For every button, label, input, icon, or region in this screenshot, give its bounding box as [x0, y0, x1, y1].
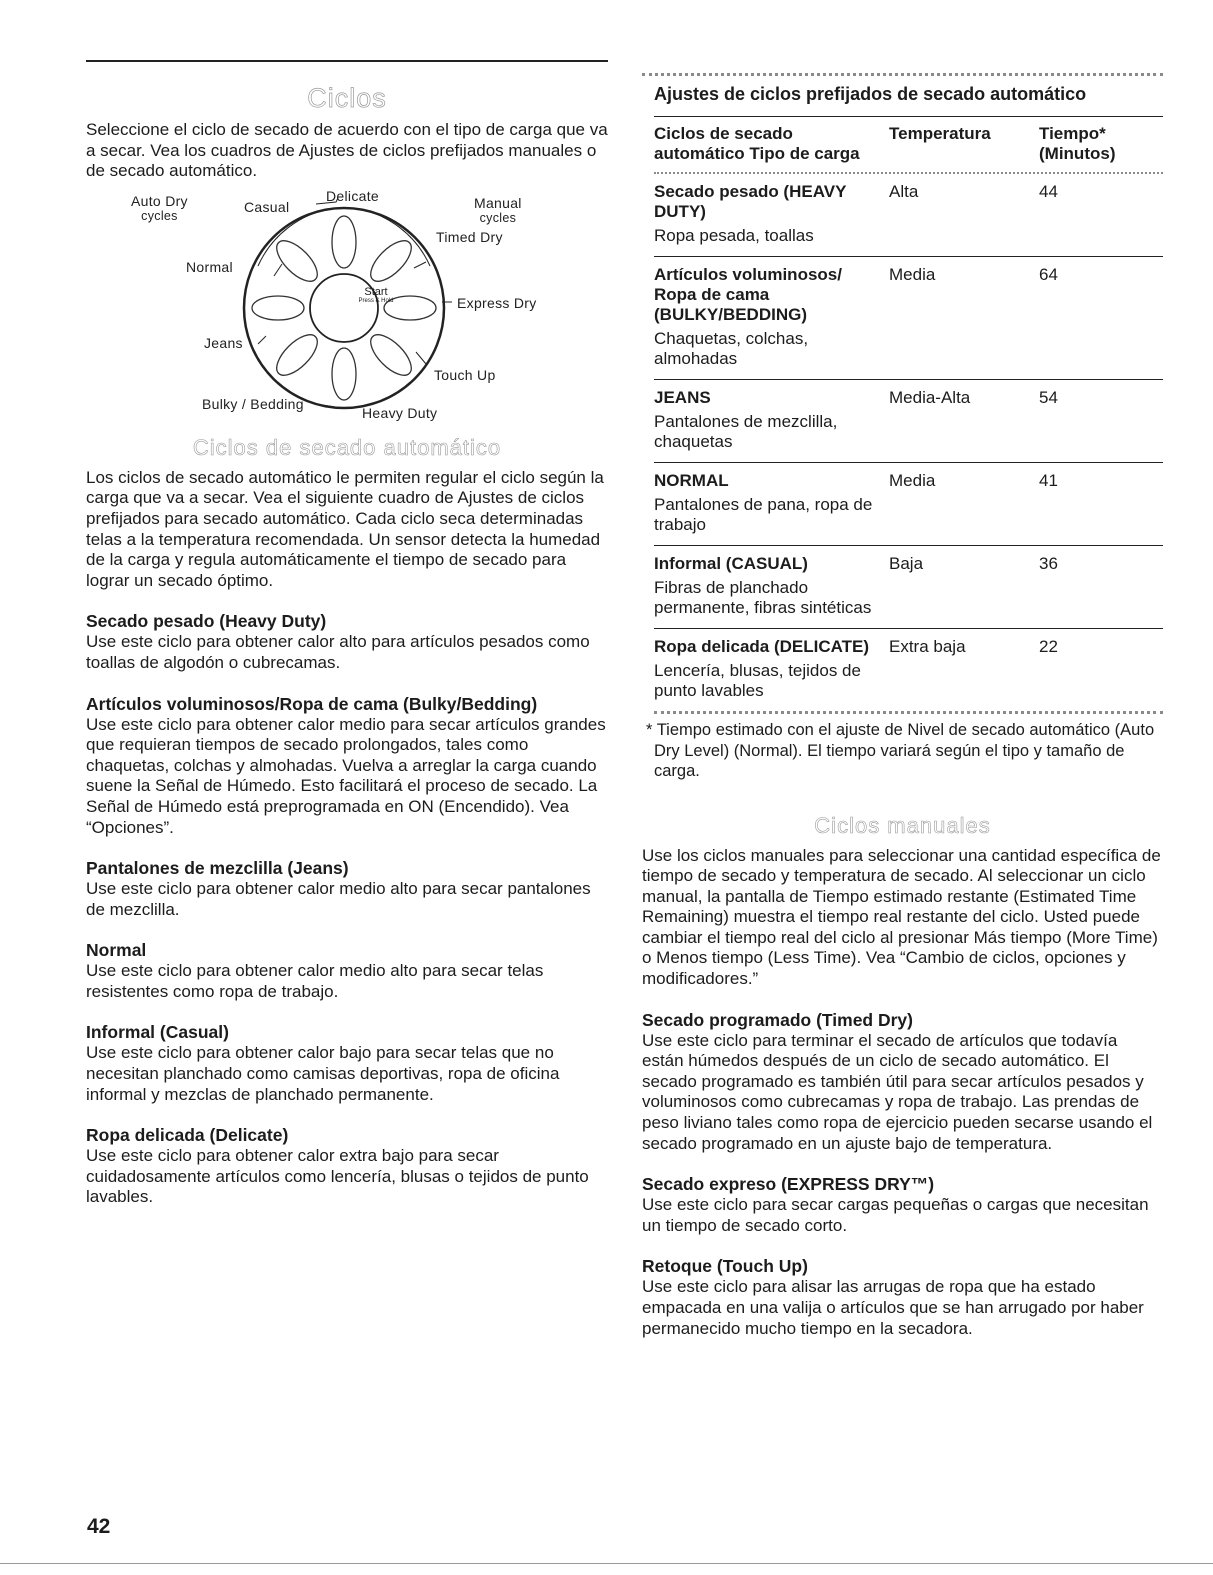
item-title: Ropa delicada (Delicate) — [86, 1125, 289, 1146]
item-title: Retoque (Touch Up) — [642, 1256, 808, 1277]
item-text: Use este ciclo para obtener calor alto para artículos pesados como toallas de algodón o cubrecamas. — [86, 632, 590, 672]
row-load-type: Pantalones de pana, ropa de trabajo — [654, 495, 873, 534]
item-text: Use este ciclo para secar cargas pequeñas o cargas que necesitan un tiempo de secado corto. — [642, 1195, 1149, 1235]
row-temperature: Media-Alta — [889, 388, 971, 407]
row-temperature: Baja — [889, 554, 924, 573]
row-temperature: Media — [889, 471, 936, 490]
item-title: Secado pesado (Heavy Duty) — [86, 611, 327, 632]
row-temperature: Media — [889, 265, 936, 284]
row-load-type: Chaquetas, colchas, almohadas — [654, 329, 809, 368]
dial-label-bulky-bedding: Bulky / Bedding — [202, 395, 304, 412]
cycle-item-casual — [86, 1021, 608, 1105]
cycle-item-normal — [86, 939, 608, 1002]
cycle-item-express-dry — [642, 1173, 1163, 1236]
item-text: Use este ciclo para obtener calor bajo para secar telas que no necesitan planchado como camisas deportivas, ropa de oficina informal y mezclas de planchado permanente. — [86, 1043, 560, 1104]
cycle-item-touch-up — [642, 1255, 1163, 1339]
row-load-type: Lencería, blusas, tejidos de punto lavables — [654, 661, 861, 700]
left-column — [86, 60, 608, 1208]
dial-label-express-dry: Express Dry — [457, 294, 537, 311]
table-bottom-divider — [654, 711, 1163, 714]
dial-label-manual: Manual cycles — [474, 194, 522, 225]
start-button-label: Start Press & Hold — [358, 285, 394, 304]
row-time: 36 — [1039, 554, 1058, 573]
item-title: Normal — [86, 940, 147, 961]
preset-cycles-table — [654, 117, 1163, 711]
row-cycle-name: NORMAL — [654, 471, 729, 490]
manual-cycles-title: Ciclos manuales — [814, 812, 991, 838]
dial-label-touch-up: Touch Up — [434, 366, 496, 383]
dial-label-jeans: Jeans — [204, 334, 243, 351]
row-temperature: Alta — [889, 182, 919, 201]
auto-dry-cycles-title: Ciclos de secado automático — [192, 434, 502, 460]
table-row — [654, 463, 1163, 546]
cycles-title: Ciclos — [307, 83, 387, 113]
header-temperature: Temperatura — [889, 124, 991, 143]
item-text: Use este ciclo para obtener calor medio alto para secar telas resistentes como ropa de trabajo. — [86, 961, 544, 1001]
cycle-item-delicate — [86, 1124, 608, 1208]
row-time: 54 — [1039, 388, 1058, 407]
cycle-item-jeans — [86, 857, 608, 920]
table-footnote: * Tiempo estimado con el ajuste de Nivel de secado automático (Auto Dry Level) (Normal). El tiempo variará según el tipo y tamaño de carga. — [646, 721, 1155, 780]
row-load-type: Pantalones de mezclilla, chaquetas — [654, 412, 838, 451]
table-row — [654, 629, 1163, 711]
cycle-item-bulky-bedding — [86, 693, 608, 839]
dial-label-casual: Casual — [244, 198, 290, 215]
dial-label-auto-dry: Auto Dry cycles — [131, 192, 188, 223]
item-title: Secado expreso (EXPRESS DRY™) — [642, 1174, 935, 1195]
row-load-type: Ropa pesada, toallas — [654, 226, 814, 245]
item-title: Secado programado (Timed Dry) — [642, 1009, 913, 1030]
preset-table-title: Ajustes de ciclos prefijados de secado automático — [654, 84, 1087, 104]
header-time: Tiempo* (Minutos) — [1039, 124, 1116, 163]
item-text: Use este ciclo para obtener calor medio alto para secar pantalones de mezclilla. — [86, 879, 591, 919]
item-text: Use este ciclo para terminar el secado de artículos que todavía están húmedos después de un ciclo de secado automático. El secado programado es también útil para secar artículos pesados y voluminosos como cubrecamas y ropa de trabajo. Las prendas de peso liviano tales como ropa de ejercicio pueden secarse usando el secado programado en un ajuste bajo de temperatura. — [642, 1030, 1153, 1153]
cycles-intro: Seleccione el ciclo de secado de acuerdo con el tipo de carga que va a secar. Vea los cuadros de Ajustes de ciclos prefijados manuales o de secado automático. — [86, 120, 608, 181]
dial-label-delicate: Delicate — [326, 187, 379, 204]
cycle-dial-figure — [116, 187, 596, 432]
item-text: Use este ciclo para obtener calor medio para secar artículos grandes que requieran tiempos de secado prolongados, tales como chaquetas, colchas y almohadas. Vuelva a arreglar la carga cuando suene la Señal de Húmedo. Esto facilitará el proceso de secado. La Señal de Húmedo está preprogramada en ON (Encendido). Vea “Opciones”. — [86, 714, 606, 837]
row-cycle-name: JEANS — [654, 388, 711, 407]
dial-drawing — [116, 192, 596, 432]
dial-label-normal: Normal — [186, 258, 233, 275]
page-number: 42 — [87, 1515, 111, 1538]
item-title: Pantalones de mezclilla (Jeans) — [86, 858, 349, 879]
row-temperature: Extra baja — [889, 637, 966, 656]
row-time: 64 — [1039, 265, 1058, 284]
right-column — [642, 60, 1163, 1339]
dial-label-timed-dry: Timed Dry — [436, 228, 503, 245]
item-title: Informal (Casual) — [86, 1022, 229, 1043]
manual-cycles-intro: Use los ciclos manuales para seleccionar una cantidad específica de tiempo de secado y temperatura de secado. Al seleccionar un ciclo manual, la pantalla de Tiempo estimado restante (Estimated Time Remaining) muestra el tiempo real restante del ciclo. Usted puede cambiar el tiempo real del ciclo al presionar Más tiempo (More Time) o Menos tiempo (Less Time). Vea “Cambio de ciclos, opciones y modificadores.” — [642, 845, 1161, 989]
row-cycle-name: Artículos voluminosos/ Ropa de cama (BULKY/BEDDING) — [654, 265, 842, 324]
item-text: Use este ciclo para obtener calor extra bajo para secar cuidadosamente artículos como lencería, blusas o tejidos de punto lavables. — [86, 1146, 589, 1207]
row-time: 41 — [1039, 471, 1058, 490]
dial-label-heavy-duty: Heavy Duty — [362, 404, 438, 421]
auto-dry-intro: Los ciclos de secado automático le permiten regular el ciclo según la carga que va a secar. Vea el siguiente cuadro de Ajustes de ciclos prefijados para secado automático. Cada ciclo seca determinadas telas a la temperatura recomendada. Un sensor detecta la humedad de la carga y regula automáticamente el tiempo de secado para lograr un secado óptimo. — [86, 467, 604, 590]
item-text: Use este ciclo para alisar las arrugas de ropa que ha estado empacada en una valija o artículos que se han arrugado por haber permanecido mucho tiempo en la secadora. — [642, 1277, 1144, 1338]
item-title: Artículos voluminosos/Ropa de cama (Bulky/Bedding) — [86, 693, 538, 714]
row-cycle-name: Secado pesado (HEAVY DUTY) — [654, 182, 847, 221]
table-row — [654, 546, 1163, 629]
row-time: 22 — [1039, 637, 1058, 656]
bottom-rule — [0, 1563, 1213, 1564]
dotted-divider — [642, 73, 1163, 76]
cycle-item-timed-dry — [642, 1009, 1163, 1155]
row-load-type: Fibras de planchado permanente, fibras sintéticas — [654, 578, 872, 617]
table-row — [654, 174, 1163, 257]
row-time: 44 — [1039, 182, 1058, 201]
cycle-item-heavy-duty — [86, 610, 608, 673]
top-rule — [86, 60, 608, 62]
header-cycle: Ciclos de secado automático Tipo de carga — [654, 124, 860, 163]
table-header — [654, 117, 1163, 172]
table-row — [654, 257, 1163, 380]
row-cycle-name: Ropa delicada (DELICATE) — [654, 637, 870, 656]
table-row — [654, 380, 1163, 463]
row-cycle-name: Informal (CASUAL) — [654, 554, 808, 573]
